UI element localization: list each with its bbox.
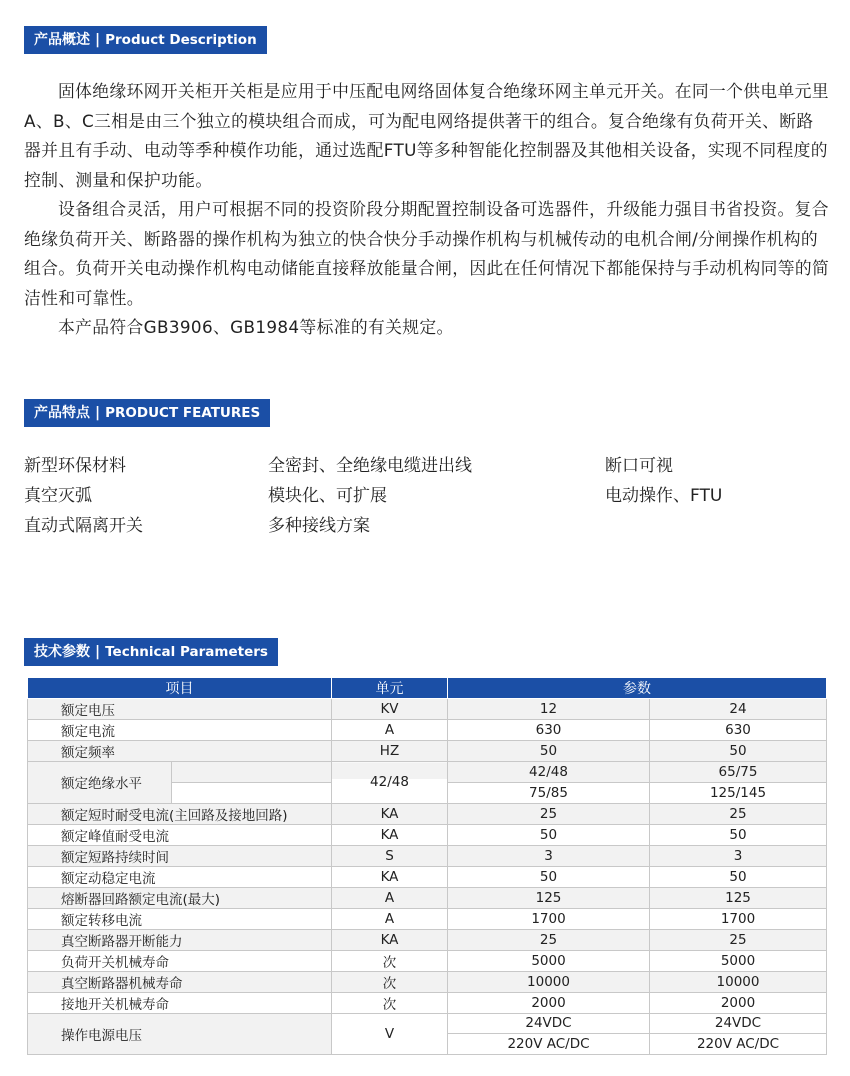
- row-unit: 次: [332, 971, 448, 992]
- row-value-1: 3: [448, 845, 650, 866]
- section-title-cn: 产品概述: [34, 32, 90, 48]
- description-paragraph-3: 本产品符合GB3906、GB1984等标准的有关规定。: [58, 317, 454, 337]
- row-value-2: 3: [650, 845, 827, 866]
- feature-item: 真空灭弧: [24, 486, 92, 506]
- row-unit: HZ: [332, 741, 448, 762]
- section-title-en: Product Description: [105, 32, 257, 48]
- parameters-table: [27, 677, 827, 1055]
- section-separator: |: [95, 32, 101, 48]
- feature-row: [24, 451, 830, 481]
- description-paragraph-1: 固体绝缘环网开关柜开关柜是应用于中压配电网络固体复合绝缘环网主单元开关。在同一个供电单元里A、B、C三相是由三个独立的模块组合而成，可为配电网络提供著干的组合。复合绝缘有负荷开关、断路器并且有手动、电动等季种模作功能，通过选配FTU等多种智能化控制器及其他相关设备，实现不同程度的控制、测量和保护功能。: [24, 81, 829, 190]
- row-value-1: 50: [448, 741, 650, 762]
- row-value-2: 125/145: [650, 782, 827, 803]
- row-value-1: 42/48: [448, 762, 650, 783]
- description-text: [24, 77, 830, 343]
- row-unit: 次: [332, 950, 448, 971]
- row-name: 额定动稳定电流: [28, 866, 332, 887]
- table-row: [28, 929, 827, 950]
- row-value-1: 630: [448, 720, 650, 741]
- feature-item: 直动式隔离开关: [24, 516, 143, 536]
- section-header-description: [24, 26, 267, 54]
- table-row: [28, 720, 827, 741]
- table-row: [28, 741, 827, 762]
- feature-item: 断口可视: [605, 456, 673, 476]
- section-header-features: [24, 399, 270, 427]
- section-title-en: PRODUCT FEATURES: [105, 405, 261, 421]
- row-value-2: 220V AC/DC: [650, 1034, 827, 1055]
- row-subname-cell: [172, 782, 332, 803]
- row-value-2: 10000: [650, 971, 827, 992]
- row-value-2: 25: [650, 803, 827, 824]
- row-subname-cell: [172, 762, 332, 783]
- table-row: [28, 803, 827, 824]
- row-value-2: 5000: [650, 950, 827, 971]
- row-value-1: 2000: [448, 992, 650, 1013]
- row-value-2: 125: [650, 887, 827, 908]
- section-header-parameters: [24, 638, 278, 666]
- table-row: [28, 887, 827, 908]
- table-row: [28, 845, 827, 866]
- row-value-2: 50: [650, 741, 827, 762]
- row-name: 额定电压: [28, 699, 332, 720]
- header-item: 项目: [28, 678, 332, 699]
- header-unit: 单元: [332, 678, 448, 699]
- row-unit: KA: [332, 824, 448, 845]
- section-title-cn: 产品特点: [34, 405, 90, 421]
- row-name: 接地开关机械寿命: [28, 992, 332, 1013]
- row-value-1: 125: [448, 887, 650, 908]
- row-name: 额定峰值耐受电流: [28, 824, 332, 845]
- table-row: [28, 992, 827, 1013]
- row-value-1: 220V AC/DC: [448, 1034, 650, 1055]
- section-title-en: Technical Parameters: [105, 644, 268, 660]
- section-separator: |: [95, 644, 101, 660]
- row-name: 额定短时耐受电流(主回路及接地回路): [28, 803, 332, 824]
- table-row: [28, 866, 827, 887]
- row-value-1: 25: [448, 803, 650, 824]
- row-value-1: 50: [448, 824, 650, 845]
- row-name: 真空断路器机械寿命: [28, 971, 332, 992]
- feature-item: 电动操作、FTU: [605, 486, 723, 506]
- row-value-2: 1700: [650, 908, 827, 929]
- row-unit: V: [332, 1013, 448, 1055]
- row-name: 额定频率: [28, 741, 332, 762]
- feature-row: [24, 511, 830, 541]
- row-unit: A: [332, 720, 448, 741]
- row-unit: 次: [332, 992, 448, 1013]
- feature-item: 模块化、可扩展: [268, 486, 387, 506]
- description-paragraph-2: 设备组合灵活，用户可根据不同的投资阶段分期配置控制设备可选器件，升级能力强目书省投资。复合绝缘负荷开关、断路器的操作机构为独立的快合快分手动操作机构与机械传动的电机合闸/分闸操作机构的组合。负荷开关电动操作机构电动储能直接释放能量合闸，因此在任何情况下都能保持与手动机构同等的简洁性和可靠性。: [24, 199, 830, 308]
- header-params: 参数: [448, 678, 827, 699]
- row-unit: KV: [332, 699, 448, 720]
- table-row-insulation: [28, 762, 827, 783]
- table-row: [28, 824, 827, 845]
- row-name: 熔断器回路额定电流(最大): [28, 887, 332, 908]
- row-unit: S: [332, 845, 448, 866]
- table-row: [28, 908, 827, 929]
- section-separator: |: [95, 405, 101, 421]
- feature-item: 多种接线方案: [268, 516, 370, 536]
- row-unit: KA: [332, 929, 448, 950]
- row-value-2: 630: [650, 720, 827, 741]
- row-value-2: 50: [650, 866, 827, 887]
- row-name: 额定短路持续时间: [28, 845, 332, 866]
- table-header-row: [28, 678, 827, 699]
- feature-item: 全密封、全绝缘电缆进出线: [268, 456, 472, 476]
- row-value-2: 24VDC: [650, 1013, 827, 1034]
- row-unit: A: [332, 887, 448, 908]
- row-name: 操作电源电压: [28, 1013, 332, 1055]
- row-value-2: 25: [650, 929, 827, 950]
- row-name: 额定转移电流: [28, 908, 332, 929]
- row-value-1: 75/85: [448, 782, 650, 803]
- features-list: [24, 451, 830, 541]
- row-value-1: 25: [448, 929, 650, 950]
- row-value-1: 1700: [448, 908, 650, 929]
- row-name: 额定电流: [28, 720, 332, 741]
- row-value-1: 50: [448, 866, 650, 887]
- row-value-2: 24: [650, 699, 827, 720]
- row-name: 真空断路器开断能力: [28, 929, 332, 950]
- row-unit: 42/48: [332, 762, 448, 804]
- row-value-1: 24VDC: [448, 1013, 650, 1034]
- row-unit: KA: [332, 803, 448, 824]
- table-row: [28, 950, 827, 971]
- row-name: 负荷开关机械寿命: [28, 950, 332, 971]
- table-row: [28, 971, 827, 992]
- row-value-2: 50: [650, 824, 827, 845]
- row-unit: KA: [332, 866, 448, 887]
- section-title-cn: 技术参数: [34, 644, 90, 660]
- table-row: [28, 699, 827, 720]
- row-value-1: 5000: [448, 950, 650, 971]
- row-value-2: 65/75: [650, 762, 827, 783]
- feature-item: 新型环保材料: [24, 456, 126, 476]
- feature-row: [24, 481, 830, 511]
- row-value-2: 2000: [650, 992, 827, 1013]
- table-row-power: [28, 1013, 827, 1034]
- row-name: 额定绝缘水平: [28, 762, 172, 804]
- row-value-1: 10000: [448, 971, 650, 992]
- row-unit: A: [332, 908, 448, 929]
- row-value-1: 12: [448, 699, 650, 720]
